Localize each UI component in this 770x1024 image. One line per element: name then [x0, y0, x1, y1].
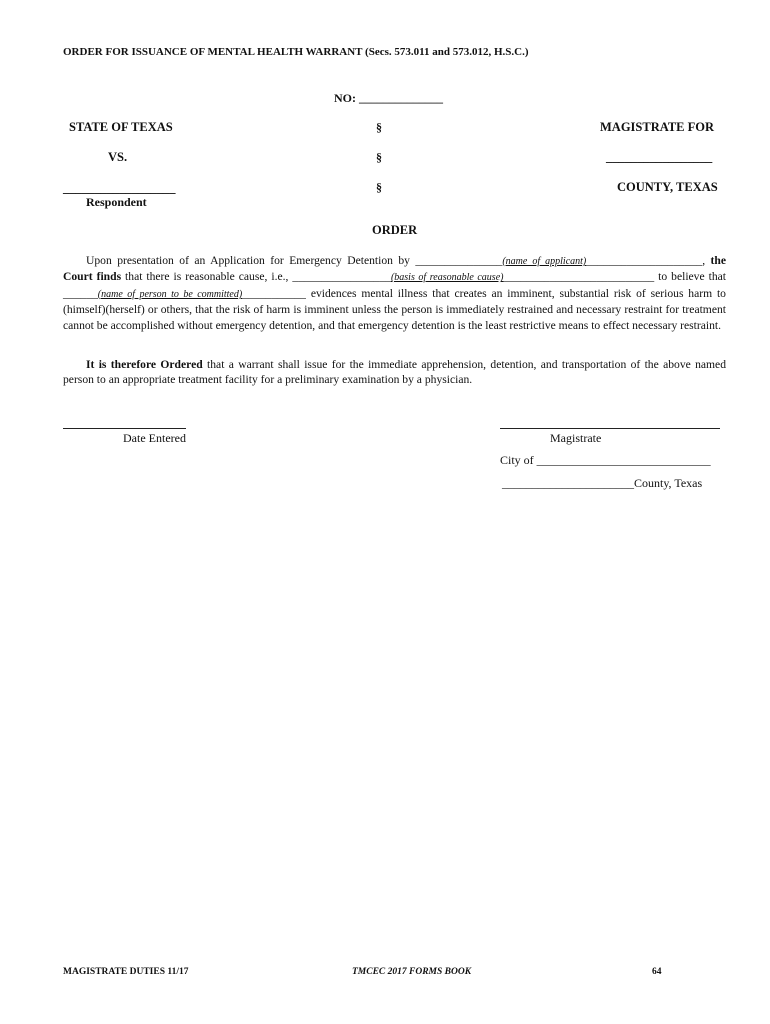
person-hint: (name of person to be committed)	[97, 288, 243, 300]
section-symbol-1: §	[376, 120, 382, 134]
warrant-text: that a warrant shall issue for the immediate apprehension, detention, and transportation of the above named person to an appropriate treatment facility for a preliminary examination by a physician.	[63, 358, 726, 387]
respondent-blank: __________________	[63, 181, 176, 195]
magistrate-label: Magistrate	[550, 431, 602, 445]
versus-label: VS.	[108, 150, 128, 164]
cause-text: that there is reasonable cause, i.e.,	[125, 270, 289, 284]
order-heading: ORDER	[372, 223, 418, 237]
applicant-hint: (name of applicant)	[502, 256, 587, 267]
to-word: to	[658, 270, 668, 284]
findings-rest: evidences mental illness that creates an imminent, substantial risk of serious harm to (himself)(herself) or others, that the risk of harm is imminent unless the person is immediately restrained and necessary restraint for treatment cannot be accomplished without emergency detention, and that emergency detention is the least restrictive means to effect necessary restraint.	[63, 286, 726, 332]
magistrate-for-blank: _________________	[606, 150, 713, 164]
case-number-field: NO: ______________	[334, 91, 443, 105]
section-symbol-3: §	[376, 180, 382, 194]
county-texas-sig: County, Texas	[634, 476, 703, 490]
county-blank: ______________________	[502, 476, 634, 490]
person-blank-e: ______	[63, 286, 98, 300]
applicant-blank-b: ____________________	[586, 254, 703, 267]
date-entered-label: Date Entered	[123, 431, 186, 445]
date-signature-line	[63, 428, 186, 429]
respondent-label: Respondent	[86, 195, 147, 209]
document-title: ORDER FOR ISSUANCE OF MENTAL HEALTH WARRANT (Secs. 573.011 and 573.012, H.S.C.)	[63, 46, 529, 58]
person-blank-f: ___________	[242, 286, 306, 300]
order-paragraph-findings	[63, 253, 726, 333]
magistrate-signature-line	[500, 428, 720, 429]
page-number: 64	[652, 967, 662, 977]
city-of-field	[500, 453, 711, 468]
county-texas-label: COUNTY, TEXAS	[617, 180, 718, 194]
basis-blank-c: _________________	[292, 270, 391, 284]
section-symbol-2: §	[376, 150, 382, 164]
order-paragraph-warrant	[63, 357, 726, 388]
county-field	[502, 476, 702, 491]
footer-center: TMCEC 2017 FORMS BOOK	[352, 967, 472, 977]
applicant-blank-a: _______________	[415, 254, 503, 267]
applicant-comma: ,	[702, 254, 706, 267]
magistrate-for-label: MAGISTRATE FOR	[600, 120, 715, 134]
city-of-blank: _____________________________	[536, 453, 711, 467]
believe-that: believe that	[671, 270, 726, 284]
state-of-texas: STATE OF TEXAS	[69, 120, 173, 134]
findings-intro: Upon presentation of an Application for Emergency Detention by	[86, 254, 410, 267]
basis-blank-d: __________________________	[503, 270, 655, 284]
basis-hint: (basis of reasonable cause)	[390, 272, 504, 284]
footer-left: MAGISTRATE DUTIES 11/17	[63, 967, 189, 977]
city-of-label: City of	[500, 453, 534, 467]
court-finds: the Court finds	[63, 254, 727, 284]
it-is-therefore-ordered: It is therefore Ordered	[86, 358, 203, 371]
